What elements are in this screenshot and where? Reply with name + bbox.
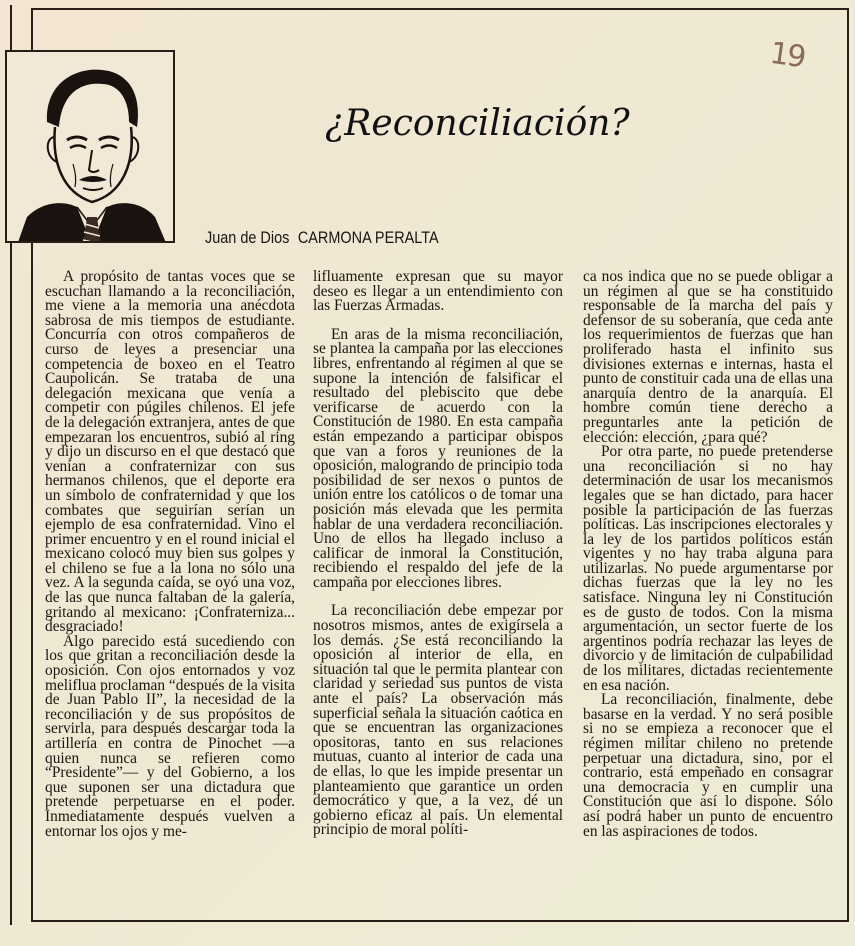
article-column-2 xyxy=(313,270,563,838)
paragraph: En aras de la misma reconciliación, se plantea la campaña por las elecciones libres, enfrentando al régimen al que se supone la intención de falsificar el resultado del plebiscito que debe verificarse de acuerdo con la Constitución de 1980. En esta campaña están empezando a participar obispos que van a foros y reuniones de la oposición, malogrando de principio toda posibilidad de ser nexos o puntos de unión entre los católicos o de tomar una posición más elevada que les permita hablar de una verdadera reconciliación. Uno de ellos ha llegado incluso a calificar de inmoral la Constitución, recibiendo el respaldo del jefe de la campaña por elecciones libres. xyxy=(313,325,563,591)
paragraph: Por otra parte, no puede pretenderse una reconciliación si no hay determinación de usar los mecanismos legales que se han dictado, para hacer posible la participación de las fuerzas políticas. Las inscripciones electorales y la ley de los partidos políticos están vigentes y no hay traba alguna para utilizarlas. No puede argumentarse por dichas fuerzas que la ley no les satisface. Ninguna ley ni Constitución es de gusto de todos. Con la misma argumentación, un sector fuerte de los argentinos podría rechazar las leyes de divorcio y de limitación de culpabilidad de los militares, dictadas recientemente en esa nación. xyxy=(583,443,833,694)
author-portrait xyxy=(5,50,175,243)
author-byline xyxy=(205,228,439,248)
paragraph: Algo parecido está sucediendo con los que gritan a reconciliación desde la oposición. Con ojos entornados y voz meliflua proclaman “después de la visita de Juan Pablo II”, la necesidad de la reconciliación y de sus propósitos de servirla, para después descargar toda la artillería en contra de Pinochet —a quien nunca se refieren como “Presidente”— y del Gobierno, a los que suponen ser una dictadura que pretende perpetuarse en el poder. Inmediatamente después vuelven a entornar los ojos y me- xyxy=(45,632,296,840)
author-first-names: Juan de Dios xyxy=(205,228,290,247)
author-portrait-icon xyxy=(7,52,175,243)
article-column-3 xyxy=(583,270,833,839)
paragraph: A propósito de tantas voces que se escuchan llamando a la reconciliación, me viene a la memoria una anécdota sabrosa de mis tiempos de estudiante. Concurría con otros compañeros de curso de leyes a presenciar una competencia de boxeo en el Teatro Caupolicán. Se trataba de una delegación mexicana que venía a competir con púgiles chilenos. El jefe de la delegación extranjera, antes de que empezaran los encuentros, subió al ring y dijo un discurso en el que destacó que venían a confraternizar con sus hermanos chilenos, que el deporte era un símbolo de confraternidad y que los combates que seguirían serían un ejemplo de esa confraternidad. Vino el primer encuentro y en el round inicial el mexicano colocó muy bien sus golpes y el chileno se fue a la lona no sólo una vez. A la segunda caída, se oyó una voz, de las que nunca faltaban de la galería, gritando al mexicano: ¡Confraterniza... desgraciado! xyxy=(45,268,295,636)
paragraph: La reconciliación, finalmente, debe basarse en la verdad. Y no será posible si no se empieza a reconocer que el régimen militar chileno no pretende perpetuar una dictadura, sino, por el contrario, está empeñado en consagrar una democracia y en cumplir una Constitución que así lo dispone. Sólo así podrá haber un punto de encuentro en las aspiraciones de todos. xyxy=(583,691,833,840)
paragraph: La reconciliación debe empezar por nosotros mismos, antes de exigírsela a los demás. ¿Se está reconciliando la oposición al interior de ella, en situación tal que le permita plantear con claridad y seriedad sus puntos de vista ante el país? La observación más superficial señala la situación caótica en que se encuentran las organizaciones opositoras, tanto en sus relaciones mutuas, cuanto al interior de cada una de ellas, lo que les impide presentar un planteamiento que garantice un orden democrático y que, a la vez, dé un gobierno eficaz al país. Un elemental principio de moral políti- xyxy=(313,602,563,839)
author-surname: CARMONA PERALTA xyxy=(297,228,439,247)
article-headline: ¿Reconciliación? xyxy=(325,103,630,144)
paragraph: ca nos indica que no se puede obligar a un régimen al que se ha constituido responsable de la marcha del país y defensor de su soberanía, que ceda ante los requerimientos de fuerzas que han proliferado hasta el infinito sus divisiones externas e internas, hasta el punto de constituir cada una de ellas una anarquía dentro de la anarquía. El hombre común tiene derecho a preguntarles ante la petición de elección: elección, ¿para qué? xyxy=(583,268,834,446)
paragraph: lifluamente expresan que su mayor deseo es llegar a un entendimiento con las Fuerzas Armadas. xyxy=(313,268,563,315)
article-column-1 xyxy=(45,270,295,839)
handwritten-page-number: 19 xyxy=(767,35,807,76)
